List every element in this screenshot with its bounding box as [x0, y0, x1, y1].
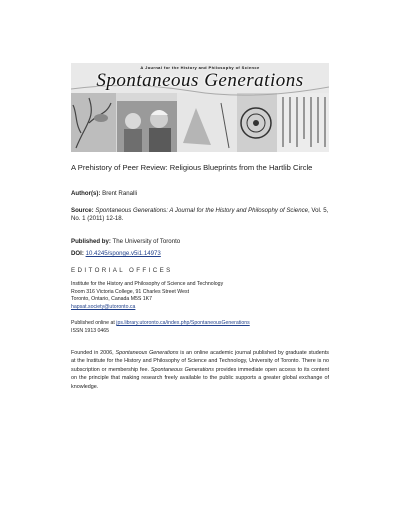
about-text: Founded in 2006,: [71, 350, 116, 356]
source-label: Source:: [71, 207, 94, 214]
article-title: A Prehistory of Peer Review: Religious Blueprints from the Hartlib Circle: [71, 163, 313, 172]
online-info: [71, 320, 329, 335]
about-journal-name: Spontaneous Generations: [150, 366, 214, 373]
address-line: Toronto, Ontario, Canada M5S 1K7: [71, 296, 153, 303]
about-paragraph: [71, 349, 329, 391]
doi-link[interactable]: 10.4245/sponge.v5i1.14973: [85, 250, 161, 257]
journal-banner: [71, 63, 329, 152]
issn: ISSN 1913 0465: [71, 327, 110, 334]
doi-line: [71, 250, 329, 258]
source-journal: Spontaneous Generations: A Journal for the History and Philosophy of Science: [95, 207, 309, 214]
address-line: Institute for the History and Philosophy of Science and Technology: [71, 281, 224, 287]
address-line: Room 316 Victoria College, 91 Charles Street West: [71, 288, 190, 295]
source-line: [71, 207, 329, 223]
source-details: , Vol. 5, No. 1 (2011) 12-18.: [71, 207, 329, 222]
journal-url-link[interactable]: jps.library.utoronto.ca/index.php/SpontaneousGenerations: [116, 320, 250, 326]
about-text: is an online academic journal published by graduate students at the Institute for the History and Philosophy of Science and Technology, University of Toronto. There is no subscription or membership fee.: [71, 350, 329, 373]
author-value: Brent Ranalli: [102, 190, 138, 197]
about-journal-name: Spontaneous Generations: [115, 350, 179, 356]
online-label: Published online at: [71, 320, 115, 326]
banner-subtitle: A Journal for the History and Philosophy of Science: [140, 65, 260, 70]
contact-email-link[interactable]: hapsat.society@utoronto.ca: [71, 303, 136, 310]
editorial-offices-heading: EDITORIAL OFFICES: [71, 267, 173, 274]
about-text: provides immediate open access to its content on the principle that making research freely available to the public supports a greater global exchange of knowledge.: [71, 366, 329, 390]
banner-journal-title: Spontaneous Generations: [96, 70, 304, 91]
office-address: [71, 281, 329, 311]
published-online-line: [71, 320, 329, 328]
author-line: [71, 190, 329, 198]
author-label: Author(s):: [71, 190, 101, 197]
published-line: [71, 238, 329, 246]
doi-label: DOI:: [71, 250, 84, 257]
published-label: Published by:: [71, 238, 111, 245]
published-value: The University of Toronto: [112, 238, 181, 245]
